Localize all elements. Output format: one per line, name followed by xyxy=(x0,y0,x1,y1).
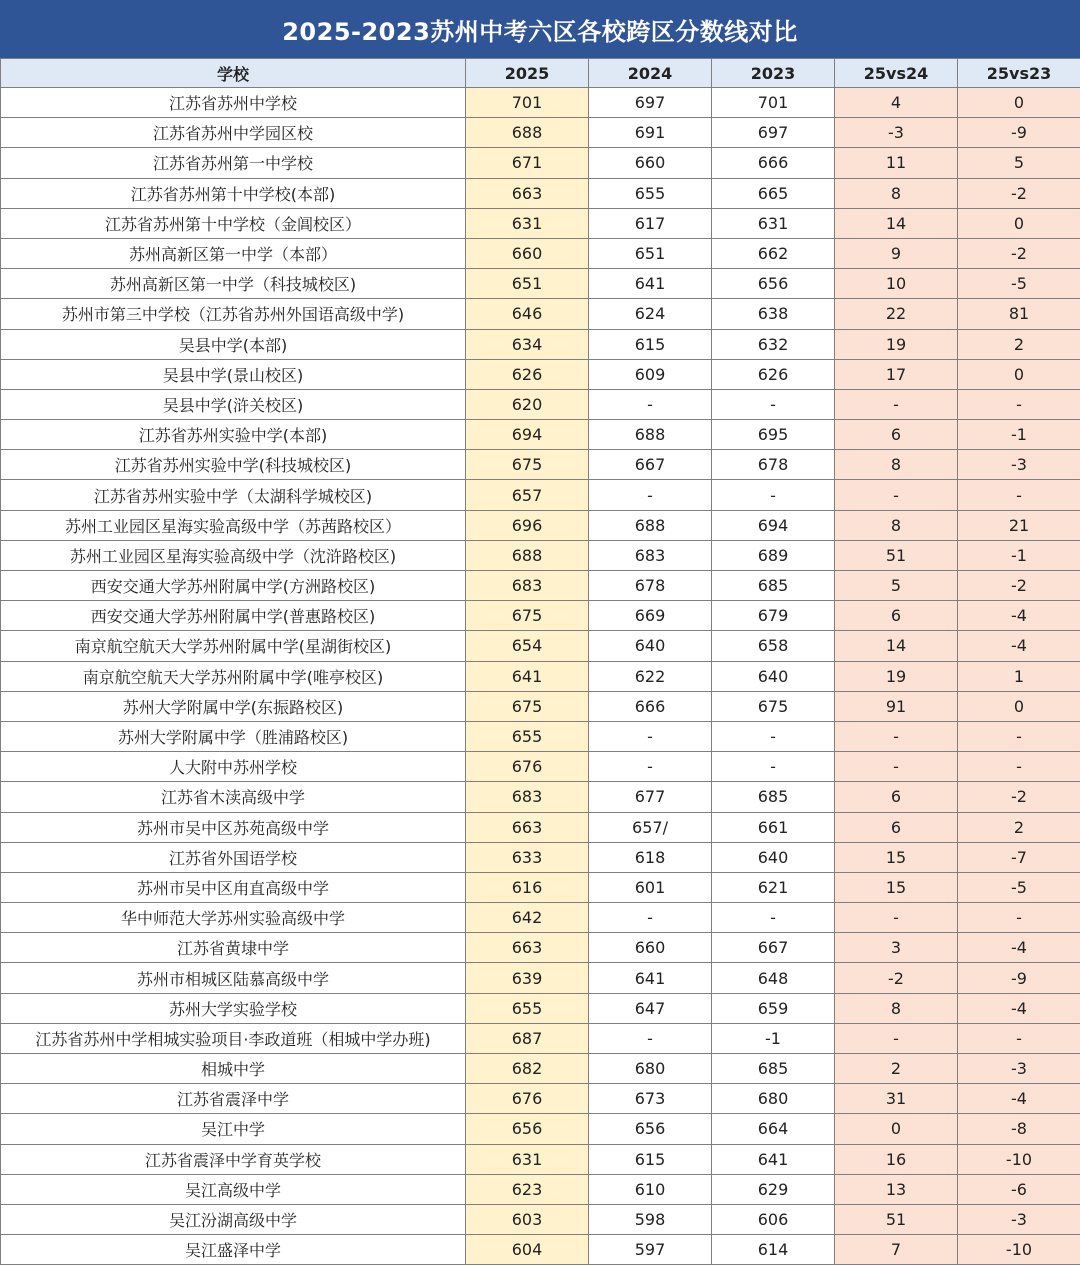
cell-25vs24: 22 xyxy=(835,299,958,329)
cell-2025: 656 xyxy=(466,1114,589,1144)
cell-25vs24: 17 xyxy=(835,359,958,389)
cell-25vs24: 5 xyxy=(835,571,958,601)
cell-2024: - xyxy=(589,389,712,419)
cell-2025: 676 xyxy=(466,1084,589,1114)
cell-2025: 639 xyxy=(466,963,589,993)
cell-2024: 660 xyxy=(589,148,712,178)
cell-25vs23: - xyxy=(958,1023,1080,1053)
cell-25vs24: 2 xyxy=(835,1054,958,1084)
cell-2024: 667 xyxy=(589,450,712,480)
cell-2025: 623 xyxy=(466,1174,589,1204)
cell-25vs24: 31 xyxy=(835,1084,958,1114)
cell-school: 相城中学 xyxy=(1,1054,466,1084)
cell-2024: 660 xyxy=(589,933,712,963)
cell-2023: 656 xyxy=(712,269,835,299)
cell-school: 苏州大学附属中学（胜浦路校区) xyxy=(1,721,466,751)
table-row xyxy=(1,571,1080,601)
table-row xyxy=(1,1144,1080,1174)
cell-school: 苏州工业园区星海实验高级中学（沈浒路校区) xyxy=(1,540,466,570)
cell-25vs23: -4 xyxy=(958,631,1080,661)
cell-25vs24: 0 xyxy=(835,1114,958,1144)
header-2025: 2025 xyxy=(466,59,589,88)
cell-25vs23: -4 xyxy=(958,1084,1080,1114)
cell-25vs23: - xyxy=(958,480,1080,510)
table-row xyxy=(1,752,1080,782)
cell-school: 江苏省苏州实验中学(科技城校区) xyxy=(1,450,466,480)
cell-2023: - xyxy=(712,721,835,751)
cell-2023: -1 xyxy=(712,1023,835,1053)
cell-2025: 682 xyxy=(466,1054,589,1084)
cell-25vs24: - xyxy=(835,752,958,782)
cell-2025: 675 xyxy=(466,601,589,631)
cell-2023: 689 xyxy=(712,540,835,570)
cell-25vs23: 0 xyxy=(958,691,1080,721)
cell-2025: 651 xyxy=(466,269,589,299)
cell-school: 江苏省苏州中学园区校 xyxy=(1,118,466,148)
header-2023: 2023 xyxy=(712,59,835,88)
cell-25vs24: - xyxy=(835,480,958,510)
cell-25vs23: 0 xyxy=(958,88,1080,118)
cell-2025: 694 xyxy=(466,420,589,450)
cell-school: 江苏省黄埭中学 xyxy=(1,933,466,963)
cell-25vs23: -4 xyxy=(958,601,1080,631)
cell-school: 江苏省苏州实验中学(本部) xyxy=(1,420,466,450)
cell-2023: 665 xyxy=(712,178,835,208)
cell-25vs24: 8 xyxy=(835,993,958,1023)
cell-25vs23: - xyxy=(958,721,1080,751)
table-row xyxy=(1,782,1080,812)
table-row xyxy=(1,993,1080,1023)
cell-2024: 624 xyxy=(589,299,712,329)
cell-25vs24: -2 xyxy=(835,963,958,993)
cell-school: 南京航空航天大学苏州附属中学(星湖街校区) xyxy=(1,631,466,661)
cell-2024: 641 xyxy=(589,963,712,993)
cell-25vs24: 51 xyxy=(835,540,958,570)
cell-2024: 640 xyxy=(589,631,712,661)
table-row xyxy=(1,601,1080,631)
table-row xyxy=(1,118,1080,148)
cell-school: 江苏省苏州中学相城实验项目·李政道班（相城中学办班) xyxy=(1,1023,466,1053)
cell-25vs24: - xyxy=(835,721,958,751)
cell-2023: 685 xyxy=(712,1054,835,1084)
cell-2023: - xyxy=(712,389,835,419)
cell-2023: 638 xyxy=(712,299,835,329)
cell-25vs24: 15 xyxy=(835,842,958,872)
cell-2023: 626 xyxy=(712,359,835,389)
cell-25vs24: 19 xyxy=(835,329,958,359)
table-row xyxy=(1,299,1080,329)
cell-school: 吴县中学(景山校区) xyxy=(1,359,466,389)
cell-2025: 660 xyxy=(466,238,589,268)
cell-school: 苏州市相城区陆慕高级中学 xyxy=(1,963,466,993)
cell-2023: 678 xyxy=(712,450,835,480)
cell-2024: 680 xyxy=(589,1054,712,1084)
cell-2025: 657 xyxy=(466,480,589,510)
cell-2024: 641 xyxy=(589,269,712,299)
cell-school: 江苏省苏州第十中学校(本部) xyxy=(1,178,466,208)
cell-school: 苏州市吴中区苏苑高级中学 xyxy=(1,812,466,842)
cell-school: 吴江高级中学 xyxy=(1,1174,466,1204)
cell-2023: 661 xyxy=(712,812,835,842)
cell-school: 苏州工业园区星海实验高级中学（苏茜路校区） xyxy=(1,510,466,540)
cell-2025: 675 xyxy=(466,450,589,480)
cell-school: 华中师范大学苏州实验高级中学 xyxy=(1,903,466,933)
cell-2024: 669 xyxy=(589,601,712,631)
table-row xyxy=(1,329,1080,359)
cell-2023: 606 xyxy=(712,1204,835,1234)
header-row xyxy=(1,59,1080,88)
cell-2025: 631 xyxy=(466,208,589,238)
cell-25vs23: -3 xyxy=(958,450,1080,480)
cell-25vs23: -2 xyxy=(958,571,1080,601)
cell-25vs23: -5 xyxy=(958,269,1080,299)
cell-2023: 664 xyxy=(712,1114,835,1144)
cell-25vs24: 8 xyxy=(835,178,958,208)
cell-2023: 685 xyxy=(712,571,835,601)
cell-25vs23: - xyxy=(958,389,1080,419)
cell-2024: 615 xyxy=(589,329,712,359)
cell-school: 苏州高新区第一中学（科技城校区) xyxy=(1,269,466,299)
cell-25vs23: -7 xyxy=(958,842,1080,872)
cell-25vs24: 3 xyxy=(835,933,958,963)
cell-25vs24: 14 xyxy=(835,631,958,661)
cell-2023: 680 xyxy=(712,1084,835,1114)
cell-2025: 633 xyxy=(466,842,589,872)
cell-25vs23: -8 xyxy=(958,1114,1080,1144)
header-2024: 2024 xyxy=(589,59,712,88)
cell-2023: 695 xyxy=(712,420,835,450)
cell-2023: 632 xyxy=(712,329,835,359)
table-row xyxy=(1,389,1080,419)
cell-25vs24: 10 xyxy=(835,269,958,299)
cell-2025: 696 xyxy=(466,510,589,540)
cell-2024: 647 xyxy=(589,993,712,1023)
cell-2025: 655 xyxy=(466,721,589,751)
cell-2023: - xyxy=(712,752,835,782)
cell-2023: - xyxy=(712,480,835,510)
cell-school: 江苏省苏州实验中学（太湖科学城校区) xyxy=(1,480,466,510)
cell-2023: 640 xyxy=(712,661,835,691)
cell-2025: 663 xyxy=(466,178,589,208)
cell-2023: 694 xyxy=(712,510,835,540)
cell-2023: 679 xyxy=(712,601,835,631)
table-row xyxy=(1,510,1080,540)
cell-2023: 666 xyxy=(712,148,835,178)
cell-25vs24: 4 xyxy=(835,88,958,118)
cell-25vs23: -2 xyxy=(958,782,1080,812)
cell-school: 苏州大学实验学校 xyxy=(1,993,466,1023)
cell-school: 西安交通大学苏州附属中学(普惠路校区) xyxy=(1,601,466,631)
score-table xyxy=(0,58,1080,1265)
cell-25vs24: 51 xyxy=(835,1204,958,1234)
cell-25vs24: 6 xyxy=(835,782,958,812)
table-row xyxy=(1,812,1080,842)
cell-2024: 678 xyxy=(589,571,712,601)
cell-25vs23: -5 xyxy=(958,872,1080,902)
cell-25vs24: 15 xyxy=(835,872,958,902)
cell-25vs24: 6 xyxy=(835,601,958,631)
cell-2024: 598 xyxy=(589,1204,712,1234)
cell-2025: 634 xyxy=(466,329,589,359)
cell-2025: 675 xyxy=(466,691,589,721)
table-row xyxy=(1,1054,1080,1084)
table-row xyxy=(1,872,1080,902)
table-row xyxy=(1,1174,1080,1204)
cell-2024: 697 xyxy=(589,88,712,118)
cell-2023: 629 xyxy=(712,1174,835,1204)
cell-2024: 651 xyxy=(589,238,712,268)
cell-2024: 673 xyxy=(589,1084,712,1114)
cell-25vs23: 81 xyxy=(958,299,1080,329)
cell-25vs24: 8 xyxy=(835,510,958,540)
cell-2025: 688 xyxy=(466,540,589,570)
cell-2024: 656 xyxy=(589,1114,712,1144)
cell-school: 苏州市吴中区甪直高级中学 xyxy=(1,872,466,902)
cell-2024: 617 xyxy=(589,208,712,238)
cell-school: 吴县中学(浒关校区) xyxy=(1,389,466,419)
cell-2025: 654 xyxy=(466,631,589,661)
cell-2025: 688 xyxy=(466,118,589,148)
cell-2023: 648 xyxy=(712,963,835,993)
table-row xyxy=(1,238,1080,268)
cell-2025: 683 xyxy=(466,571,589,601)
cell-2024: 683 xyxy=(589,540,712,570)
cell-school: 江苏省苏州第十中学校（金阊校区） xyxy=(1,208,466,238)
cell-school: 南京航空航天大学苏州附属中学(唯亭校区) xyxy=(1,661,466,691)
table-row xyxy=(1,420,1080,450)
table-row xyxy=(1,1235,1080,1265)
cell-25vs23: -1 xyxy=(958,420,1080,450)
cell-2024: 655 xyxy=(589,178,712,208)
cell-2025: 655 xyxy=(466,993,589,1023)
cell-2023: 659 xyxy=(712,993,835,1023)
cell-2023: 658 xyxy=(712,631,835,661)
cell-2025: 604 xyxy=(466,1235,589,1265)
cell-25vs23: - xyxy=(958,752,1080,782)
header-25vs23: 25vs23 xyxy=(958,59,1080,88)
cell-school: 苏州高新区第一中学（本部） xyxy=(1,238,466,268)
cell-2024: 615 xyxy=(589,1144,712,1174)
cell-2023: - xyxy=(712,903,835,933)
cell-25vs23: 1 xyxy=(958,661,1080,691)
cell-2024: 601 xyxy=(589,872,712,902)
cell-2025: 687 xyxy=(466,1023,589,1053)
cell-25vs24: 9 xyxy=(835,238,958,268)
cell-25vs24: 16 xyxy=(835,1144,958,1174)
cell-25vs24: 19 xyxy=(835,661,958,691)
cell-25vs24: 6 xyxy=(835,812,958,842)
cell-25vs23: 5 xyxy=(958,148,1080,178)
cell-school: 苏州大学附属中学(东振路校区) xyxy=(1,691,466,721)
table-row xyxy=(1,208,1080,238)
cell-25vs24: - xyxy=(835,1023,958,1053)
cell-2025: 620 xyxy=(466,389,589,419)
cell-2025: 676 xyxy=(466,752,589,782)
cell-2025: 663 xyxy=(466,812,589,842)
cell-2024: - xyxy=(589,721,712,751)
cell-school: 苏州市第三中学校（江苏省苏州外国语高级中学) xyxy=(1,299,466,329)
cell-school: 江苏省苏州中学校 xyxy=(1,88,466,118)
cell-school: 人大附中苏州学校 xyxy=(1,752,466,782)
cell-school: 吴县中学(本部) xyxy=(1,329,466,359)
cell-25vs23: -10 xyxy=(958,1235,1080,1265)
table-row xyxy=(1,88,1080,118)
cell-25vs23: - xyxy=(958,903,1080,933)
cell-2023: 685 xyxy=(712,782,835,812)
cell-2023: 614 xyxy=(712,1235,835,1265)
table-row xyxy=(1,480,1080,510)
cell-2023: 667 xyxy=(712,933,835,963)
cell-2023: 675 xyxy=(712,691,835,721)
cell-school: 吴江中学 xyxy=(1,1114,466,1144)
table-row xyxy=(1,963,1080,993)
cell-25vs23: 2 xyxy=(958,812,1080,842)
table-row xyxy=(1,1204,1080,1234)
table-row xyxy=(1,661,1080,691)
cell-25vs23: 0 xyxy=(958,208,1080,238)
cell-2024: 677 xyxy=(589,782,712,812)
table-row xyxy=(1,359,1080,389)
cell-2024: 657/ xyxy=(589,812,712,842)
cell-school: 吴江汾湖高级中学 xyxy=(1,1204,466,1234)
cell-2024: - xyxy=(589,480,712,510)
cell-25vs23: -3 xyxy=(958,1204,1080,1234)
table-row xyxy=(1,903,1080,933)
cell-2023: 641 xyxy=(712,1144,835,1174)
cell-25vs24: 6 xyxy=(835,420,958,450)
table-row xyxy=(1,1023,1080,1053)
cell-2025: 683 xyxy=(466,782,589,812)
header-school: 学校 xyxy=(1,59,466,88)
cell-2024: 597 xyxy=(589,1235,712,1265)
cell-school: 西安交通大学苏州附属中学(方洲路校区) xyxy=(1,571,466,601)
cell-25vs24: 14 xyxy=(835,208,958,238)
cell-school: 江苏省外国语学校 xyxy=(1,842,466,872)
table-row xyxy=(1,178,1080,208)
table-row xyxy=(1,148,1080,178)
cell-25vs23: -9 xyxy=(958,963,1080,993)
table-row xyxy=(1,631,1080,661)
cell-2025: 626 xyxy=(466,359,589,389)
cell-2025: 616 xyxy=(466,872,589,902)
cell-25vs24: 11 xyxy=(835,148,958,178)
page-title: 2025-2023苏州中考六区各校跨区分数线对比 xyxy=(0,0,1080,58)
cell-2024: - xyxy=(589,752,712,782)
cell-2025: 603 xyxy=(466,1204,589,1234)
cell-2024: 691 xyxy=(589,118,712,148)
table-row xyxy=(1,691,1080,721)
table-row xyxy=(1,1114,1080,1144)
cell-2024: - xyxy=(589,903,712,933)
cell-2023: 640 xyxy=(712,842,835,872)
header-25vs24: 25vs24 xyxy=(835,59,958,88)
cell-2024: 610 xyxy=(589,1174,712,1204)
cell-25vs23: 2 xyxy=(958,329,1080,359)
cell-school: 江苏省震泽中学育英学校 xyxy=(1,1144,466,1174)
cell-25vs23: -4 xyxy=(958,993,1080,1023)
cell-25vs24: 91 xyxy=(835,691,958,721)
cell-2025: 641 xyxy=(466,661,589,691)
cell-25vs23: -2 xyxy=(958,178,1080,208)
table-row xyxy=(1,269,1080,299)
cell-2025: 642 xyxy=(466,903,589,933)
table-row xyxy=(1,450,1080,480)
cell-2024: 666 xyxy=(589,691,712,721)
cell-2023: 631 xyxy=(712,208,835,238)
cell-2024: 609 xyxy=(589,359,712,389)
cell-2025: 631 xyxy=(466,1144,589,1174)
cell-school: 江苏省苏州第一中学校 xyxy=(1,148,466,178)
cell-2025: 663 xyxy=(466,933,589,963)
cell-25vs24: -3 xyxy=(835,118,958,148)
cell-2025: 701 xyxy=(466,88,589,118)
cell-25vs23: -6 xyxy=(958,1174,1080,1204)
cell-school: 吴江盛泽中学 xyxy=(1,1235,466,1265)
cell-2023: 662 xyxy=(712,238,835,268)
cell-school: 江苏省震泽中学 xyxy=(1,1084,466,1114)
cell-2024: 688 xyxy=(589,420,712,450)
cell-25vs23: -2 xyxy=(958,238,1080,268)
cell-2025: 671 xyxy=(466,148,589,178)
table-row xyxy=(1,540,1080,570)
cell-2025: 646 xyxy=(466,299,589,329)
cell-25vs24: 7 xyxy=(835,1235,958,1265)
table-row xyxy=(1,1084,1080,1114)
table-row xyxy=(1,721,1080,751)
cell-25vs23: -3 xyxy=(958,1054,1080,1084)
cell-25vs23: 21 xyxy=(958,510,1080,540)
cell-2024: - xyxy=(589,1023,712,1053)
table-row xyxy=(1,842,1080,872)
cell-25vs23: -1 xyxy=(958,540,1080,570)
cell-2024: 688 xyxy=(589,510,712,540)
table-row xyxy=(1,933,1080,963)
cell-25vs23: -9 xyxy=(958,118,1080,148)
cell-25vs24: - xyxy=(835,389,958,419)
cell-25vs23: 0 xyxy=(958,359,1080,389)
cell-25vs24: - xyxy=(835,903,958,933)
cell-2023: 697 xyxy=(712,118,835,148)
cell-25vs23: -4 xyxy=(958,933,1080,963)
cell-25vs24: 8 xyxy=(835,450,958,480)
cell-25vs23: -10 xyxy=(958,1144,1080,1174)
cell-2023: 701 xyxy=(712,88,835,118)
cell-25vs24: 13 xyxy=(835,1174,958,1204)
cell-2024: 622 xyxy=(589,661,712,691)
cell-school: 江苏省木渎高级中学 xyxy=(1,782,466,812)
cell-2024: 618 xyxy=(589,842,712,872)
cell-2023: 621 xyxy=(712,872,835,902)
